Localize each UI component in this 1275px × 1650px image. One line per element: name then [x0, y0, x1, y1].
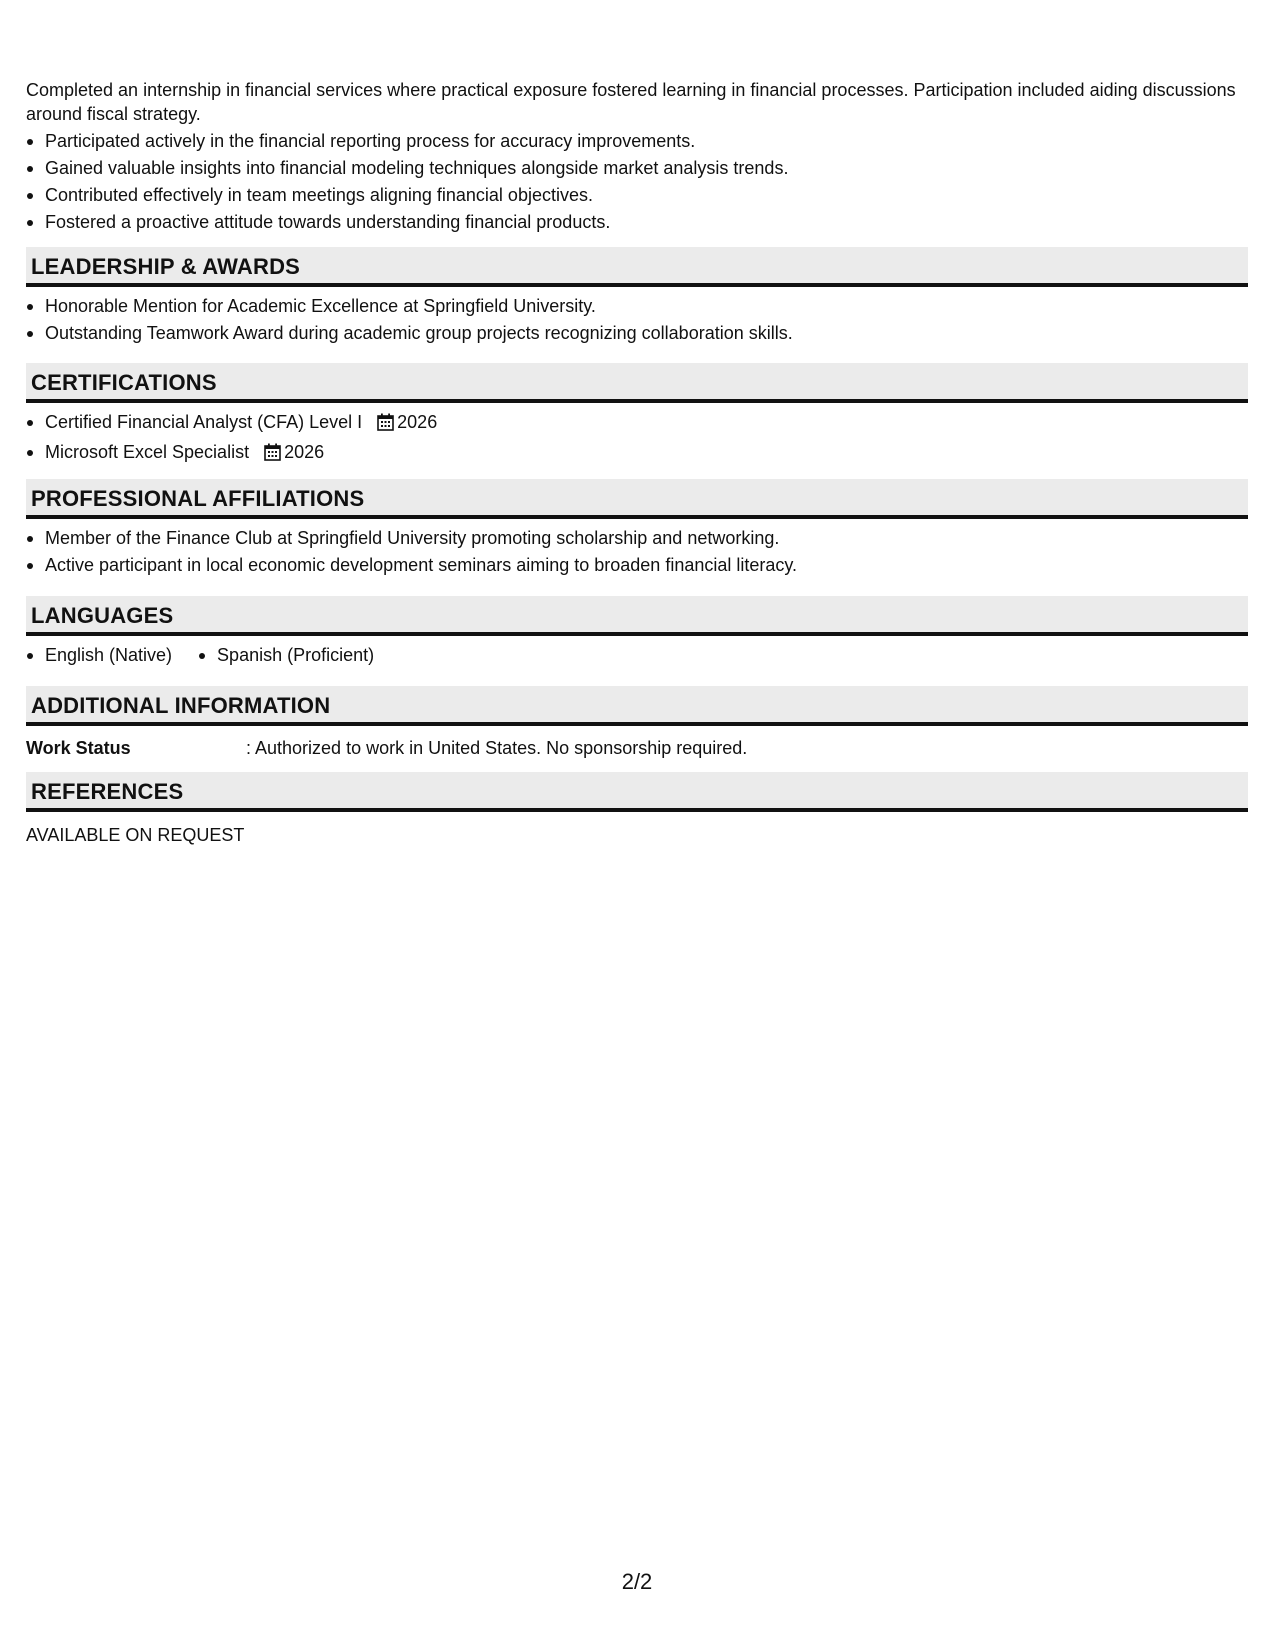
calendar-icon [377, 412, 394, 439]
section-header-certifications [26, 363, 1248, 403]
certification-year: 2026 [284, 442, 325, 462]
list-item: Spanish (Proficient) [198, 642, 374, 669]
list-item: Contributed effectively in team meetings aligning financial objectives. [26, 182, 1248, 209]
section-title: PROFESSIONAL AFFILIATIONS [31, 486, 365, 511]
section-title: ADDITIONAL INFORMATION [31, 693, 331, 718]
calendar-icon [264, 442, 281, 469]
section-header-affiliations [26, 479, 1248, 519]
list-item: English (Native) [26, 642, 172, 669]
leadership-list [26, 293, 1248, 347]
languages-list [26, 642, 1248, 669]
section-header-additional [26, 686, 1248, 726]
list-item: Fostered a proactive attitude towards understanding financial products. [26, 209, 1248, 236]
list-item: Honorable Mention for Academic Excellence at Springfield University. [26, 293, 1248, 320]
certifications-list [26, 409, 1248, 469]
list-item: Gained valuable insights into financial modeling techniques alongside market analysis trends. [26, 155, 1248, 182]
list-item: Participated actively in the financial reporting process for accuracy improvements. [26, 128, 1248, 155]
list-item: Active participant in local economic development seminars aiming to broaden financial literacy. [26, 552, 1248, 579]
certification-name: Microsoft Excel Specialist [45, 442, 250, 462]
list-item: Outstanding Teamwork Award during academic group projects recognizing collaboration skills. [26, 320, 1248, 347]
page-number: 2/2 [621, 1569, 653, 1594]
section-header-leadership [26, 247, 1248, 287]
certification-name: Certified Financial Analyst (CFA) Level I [45, 412, 363, 432]
affiliations-list [26, 525, 1248, 579]
work-status-value: : Authorized to work in United States. No sponsorship required. [246, 738, 748, 758]
section-title: LANGUAGES [31, 603, 174, 628]
section-title: REFERENCES [31, 779, 184, 804]
section-title: LEADERSHIP & AWARDS [31, 254, 301, 279]
section-header-references [26, 772, 1248, 812]
list-item: Member of the Finance Club at Springfield University promoting scholarship and networking. [26, 525, 1248, 552]
list-item [26, 409, 1248, 439]
work-status-label: Work Status [26, 738, 131, 758]
experience-bullets [26, 128, 1248, 236]
resume-page [26, 0, 1248, 1650]
certification-year: 2026 [397, 412, 438, 432]
references-text: AVAILABLE ON REQUEST [26, 825, 245, 845]
section-header-languages [26, 596, 1248, 636]
list-item [26, 439, 1248, 469]
section-title: CERTIFICATIONS [31, 370, 217, 395]
experience-summary: Completed an internship in financial services where practical exposure fostered learning in financial processes. Participation included aiding discussions around fiscal strategy. [26, 80, 1236, 124]
